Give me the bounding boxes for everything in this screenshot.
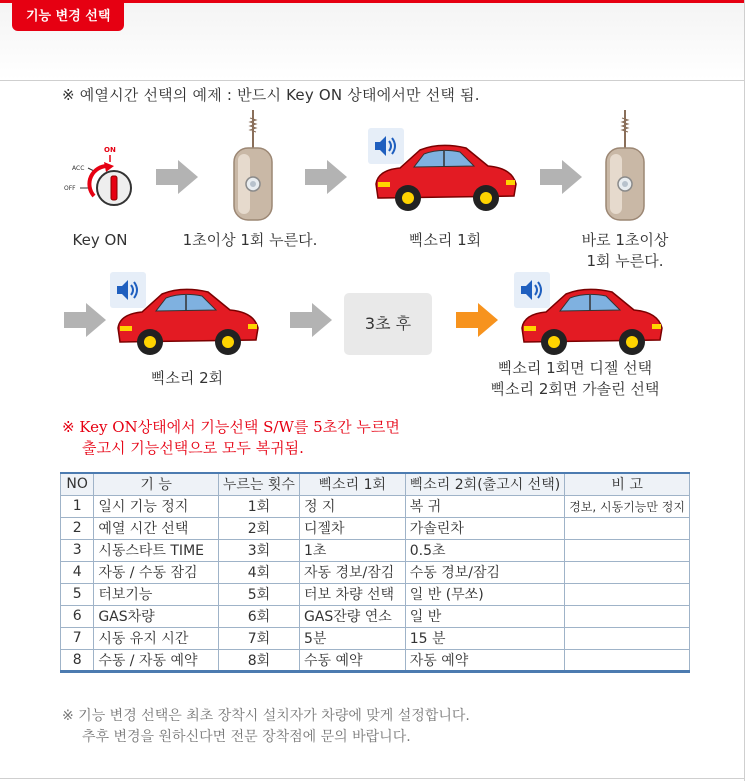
divider-top xyxy=(0,80,745,81)
cell-beep1: GAS잔량 연소 xyxy=(299,605,405,627)
gray-arrow-icon xyxy=(156,160,198,194)
col-header-function: 기 능 xyxy=(94,473,219,495)
cell-no: 8 xyxy=(61,649,94,671)
cell-no: 2 xyxy=(61,517,94,539)
step-result-line1: 삑소리 1회면 디젤 선택 xyxy=(497,359,653,377)
intro-text: ※ 예열시간 선택의 예제 : 반드시 Key ON 상태에서만 선택 됨. xyxy=(62,86,480,104)
cell-beep2: 복 귀 xyxy=(405,495,564,517)
gray-arrow-icon xyxy=(305,160,347,194)
table-row xyxy=(61,517,690,539)
cell-beep1: 디젤차 xyxy=(299,517,405,539)
cell-beep1: 1초 xyxy=(299,539,405,561)
table-row xyxy=(61,495,690,517)
cell-function: 수동 / 자동 예약 xyxy=(94,649,219,671)
cell-function: 시동스타트 TIME xyxy=(94,539,219,561)
cell-no: 4 xyxy=(61,561,94,583)
cell-presses: 2회 xyxy=(218,517,299,539)
cell-remarks xyxy=(565,627,690,649)
cell-no: 1 xyxy=(61,495,94,517)
table-row xyxy=(61,539,690,561)
reset-notice-line2: 출고시 기능선택으로 모두 복귀됨. xyxy=(82,439,304,457)
function-table xyxy=(60,472,690,673)
frame-bottom xyxy=(0,778,745,779)
section-title-tag: 기능 변경 선택 xyxy=(12,3,124,31)
wait-box: 3초 후 xyxy=(344,293,432,355)
red-car-icon xyxy=(370,140,520,218)
cell-beep1: 자동 경보/잠김 xyxy=(299,561,405,583)
cell-remarks xyxy=(565,517,690,539)
ignition-off-label: OFF xyxy=(64,185,76,192)
cell-function: 터보기능 xyxy=(94,583,219,605)
col-header-beep2: 삑소리 2회(출고시 선택) xyxy=(405,473,564,495)
footer-note xyxy=(62,706,470,748)
cell-beep1: 5분 xyxy=(299,627,405,649)
cell-no: 6 xyxy=(61,605,94,627)
cell-beep1: 정 지 xyxy=(299,495,405,517)
cell-presses: 1회 xyxy=(218,495,299,517)
cell-no: 5 xyxy=(61,583,94,605)
step-result-line2: 삑소리 2회면 가솔린 선택 xyxy=(490,380,660,398)
cell-function: 자동 / 수동 잠김 xyxy=(94,561,219,583)
ignition-acc-label: ACC xyxy=(72,165,85,172)
cell-remarks xyxy=(565,649,690,671)
footer-note-line2: 추후 변경을 원하신다면 전문 장착점에 문의 바랍니다. xyxy=(82,729,411,745)
orange-arrow-icon xyxy=(456,303,498,337)
cell-presses: 5회 xyxy=(218,583,299,605)
cell-presses: 6회 xyxy=(218,605,299,627)
ignition-key-icon xyxy=(64,140,144,208)
step-key-on-label: Key ON xyxy=(72,231,128,249)
step-result-label xyxy=(470,358,680,400)
cell-presses: 8회 xyxy=(218,649,299,671)
remote-control-icon xyxy=(228,110,278,222)
cell-presses: 7회 xyxy=(218,627,299,649)
cell-beep2: 15 분 xyxy=(405,627,564,649)
cell-beep2: 자동 예약 xyxy=(405,649,564,671)
reset-notice xyxy=(62,417,400,459)
red-car-icon xyxy=(516,284,666,362)
step-beep1-label: 삑소리 1회 xyxy=(408,231,482,249)
cell-beep2: 일 반 xyxy=(405,605,564,627)
step-press1-label: 1초이상 1회 누른다. xyxy=(182,231,318,249)
cell-function: 예열 시간 선택 xyxy=(94,517,219,539)
gray-arrow-icon xyxy=(64,303,106,337)
cell-presses: 4회 xyxy=(218,561,299,583)
gray-arrow-icon xyxy=(540,160,582,194)
step-press2-label xyxy=(560,230,690,272)
cell-beep1: 터보 차량 선택 xyxy=(299,583,405,605)
cell-no: 3 xyxy=(61,539,94,561)
cell-beep2: 일 반 (무쏘) xyxy=(405,583,564,605)
col-header-remarks: 비 고 xyxy=(565,473,690,495)
table-row xyxy=(61,561,690,583)
cell-presses: 3회 xyxy=(218,539,299,561)
cell-function: 일시 기능 정지 xyxy=(94,495,219,517)
table-row xyxy=(61,649,690,671)
remote-control-icon xyxy=(600,110,650,222)
table-row xyxy=(61,583,690,605)
table-row xyxy=(61,627,690,649)
cell-beep1: 수동 예약 xyxy=(299,649,405,671)
cell-remarks xyxy=(565,605,690,627)
cell-beep2: 0.5초 xyxy=(405,539,564,561)
col-header-presses: 누르는 횟수 xyxy=(218,473,299,495)
table-header-row xyxy=(61,473,690,495)
cell-remarks: 경보, 시동기능만 정지 xyxy=(565,495,690,517)
cell-function: 시동 유지 시간 xyxy=(94,627,219,649)
step-press2-line2: 1회 누른다. xyxy=(586,252,664,270)
cell-beep2: 수동 경보/잠김 xyxy=(405,561,564,583)
step-press2-line1: 바로 1초이상 xyxy=(581,231,669,249)
red-car-icon xyxy=(112,284,262,362)
ignition-on-label: ON xyxy=(104,146,116,154)
cell-remarks xyxy=(565,561,690,583)
col-header-beep1: 삑소리 1회 xyxy=(299,473,405,495)
table-row xyxy=(61,605,690,627)
cell-function: GAS차량 xyxy=(94,605,219,627)
cell-remarks xyxy=(565,539,690,561)
cell-remarks xyxy=(565,583,690,605)
gray-arrow-icon xyxy=(290,303,332,337)
footer-note-line1: ※ 기능 변경 선택은 최초 장착시 설치자가 차량에 맞게 설정합니다. xyxy=(62,708,470,724)
cell-no: 7 xyxy=(61,627,94,649)
col-header-no: NO xyxy=(61,473,94,495)
cell-beep2: 가솔린차 xyxy=(405,517,564,539)
reset-notice-line1: ※ Key ON상태에서 기능선택 S/W를 5초간 누르면 xyxy=(62,418,400,436)
step-beep2-label: 삑소리 2회 xyxy=(150,369,224,387)
